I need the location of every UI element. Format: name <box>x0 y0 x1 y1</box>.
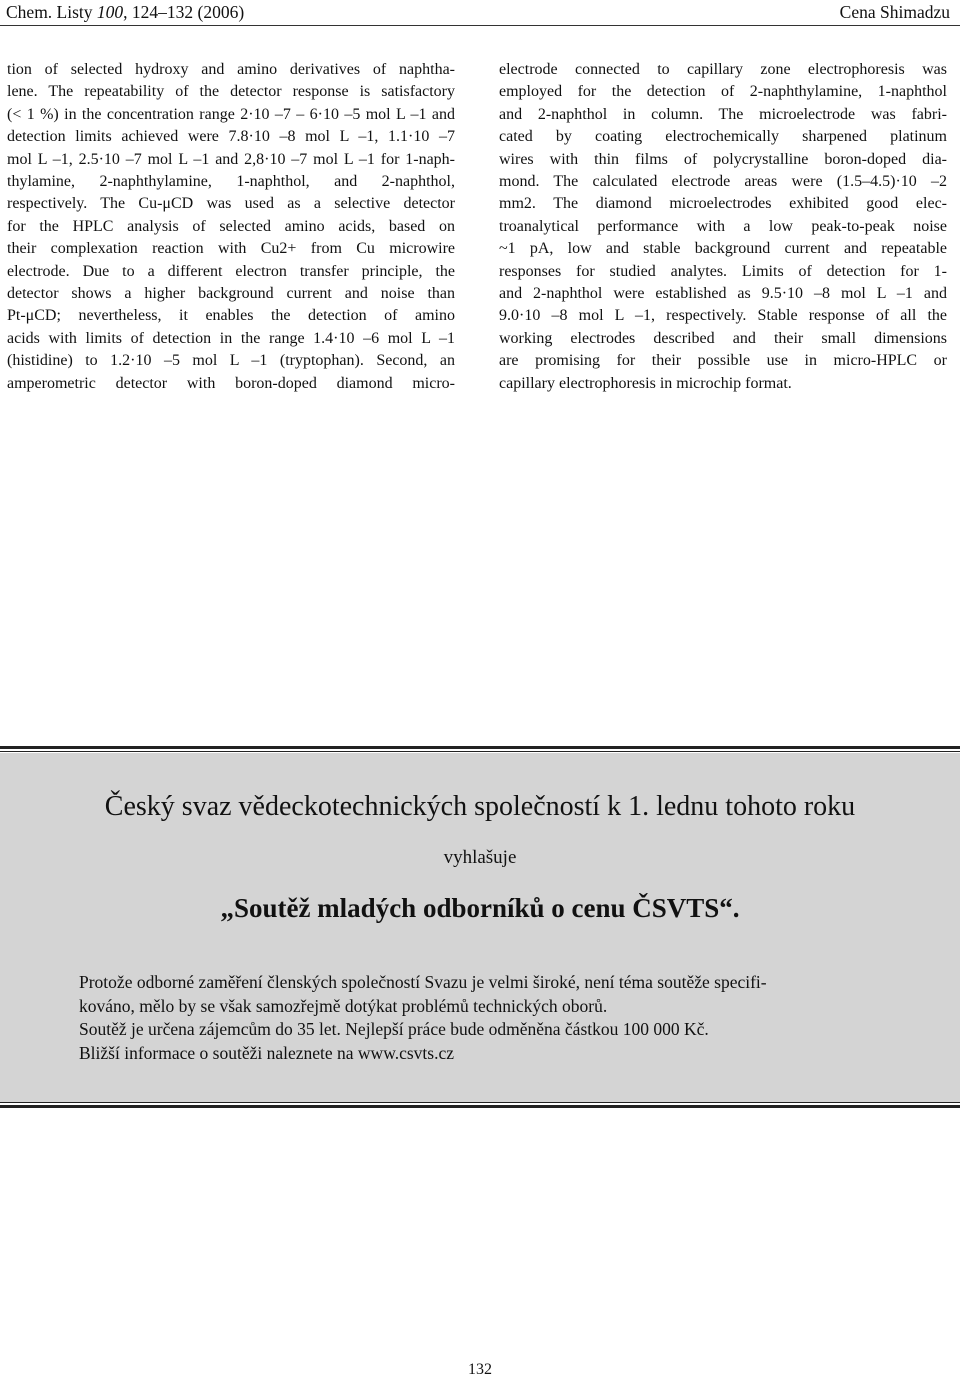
right-column <box>499 59 947 395</box>
notice-line: Protože odborné zaměření členských společností Svazu je velmi široké, není téma soutěže specifi- <box>79 972 767 992</box>
text-line: working electrodes described and their small dimensions <box>499 329 947 347</box>
text-line: their complexation reaction with Cu2+ from Cu microwire <box>7 240 455 258</box>
text-line: 9.0·10 –8 mol L –1, respectively. Stable response of all the <box>499 307 947 325</box>
notice-top-rule-thick <box>0 746 960 749</box>
text-line: capillary electrophoresis in microchip format. <box>499 374 792 392</box>
article-author: Cena Shimadzu <box>839 2 950 22</box>
header-rule <box>0 25 960 26</box>
text-line: mond. The calculated electrode areas were (1.5–4.5)·10 –2 <box>499 173 947 191</box>
notice-title: Český svaz vědeckotechnických společností k 1. lednu tohoto roku <box>104 791 856 822</box>
text-line: detection limits achieved were 7.8·10 –8 mol L –1, 1.1·10 –7 <box>7 128 455 146</box>
text-line: Pt-μCD; nevertheless, it enables the detection of amino <box>7 307 455 325</box>
text-line: ~1 pA, low and stable background current and repeatable <box>499 240 947 258</box>
text-line: wires with thin films of polycrystalline boron-doped dia- <box>499 150 947 168</box>
notice-bottom-rule-thin <box>0 1102 960 1103</box>
notice-line: kováno, mělo by se však samozřejmě dotýkat problémů technických oborů. <box>79 995 608 1016</box>
competition-notice-box <box>0 753 960 1102</box>
page-number: 132 <box>468 1361 492 1378</box>
text-line: lene. The repeatability of the detector response is satisfactory <box>7 83 455 101</box>
text-line: troanalytical performance with a low peak-to-peak noise <box>499 217 947 235</box>
left-column <box>7 59 455 395</box>
text-line: mm2. The diamond microelectrodes exhibited good elec- <box>499 195 947 213</box>
text-line: (histidine) to 1.2·10 –5 mol L –1 (tryptophan). Second, an <box>7 352 455 370</box>
notice-subtitle: vyhlašuje <box>443 847 517 868</box>
text-line: mol L –1, 2.5·10 –7 mol L –1 and 2,8·10 –7 mol L –1 for 1-naph- <box>7 150 455 168</box>
notice-top-rule-thin <box>0 751 960 752</box>
running-header <box>0 0 960 22</box>
text-line: electrode. Due to a different electron transfer principle, the <box>7 262 455 280</box>
text-line: thylamine, 2-naphthylamine, 1-naphthol, and 2-naphthol, <box>7 173 455 191</box>
text-line: and 2-naphthol were established as 9.5·10 –8 mol L –1 and <box>499 285 947 303</box>
left-column-text <box>7 59 455 395</box>
notice-line: Bližší informace o soutěži naleznete na www.csvts.cz <box>79 1042 454 1063</box>
text-line: detector shows a higher background current and noise than <box>7 285 455 303</box>
text-line: are promising for their possible use in micro-HPLC or <box>499 352 947 370</box>
text-line: cated by coating electrochemically sharpened platinum <box>499 128 947 146</box>
text-line: respectively. The Cu-μCD was used as a selective detector <box>7 195 455 213</box>
text-line: and 2-naphthol in column. The microelectrode was fabri- <box>499 105 947 123</box>
text-line: acids with limits of detection in the range 1.4·10 –6 mol L –1 <box>7 329 455 347</box>
notice-bottom-rule-thick <box>0 1105 960 1108</box>
journal-pages: , 124–132 (2006) <box>123 2 245 22</box>
text-line: tion of selected hydroxy and amino derivatives of naphtha- <box>7 61 455 78</box>
text-line: amperometric detector with boron-doped diamond micro- <box>7 374 455 392</box>
notice-body <box>79 971 879 1065</box>
text-line: employed for the detection of 2-naphthylamine, 1-naphthol <box>499 83 947 101</box>
journal-volume: 100 <box>96 2 124 22</box>
journal-prefix: Chem. Listy <box>6 2 97 22</box>
notice-line: Soutěž je určena zájemcům do 35 let. Nejlepší práce bude odměněna částkou 100 000 Kč. <box>79 1019 709 1039</box>
text-line: responses for studied analytes. Limits of detection for 1- <box>499 262 947 280</box>
journal-citation <box>6 1 244 23</box>
competition-name: „Soutěž mladých odborníků o cenu ČSVTS“. <box>220 893 740 923</box>
text-line: electrode connected to capillary zone electrophoresis was <box>499 61 947 78</box>
right-column-text <box>499 59 947 395</box>
text-line: for the HPLC analysis of selected amino acids, based on <box>7 217 455 235</box>
text-line: (< 1 %) in the concentration range 2·10 –7 – 6·10 –5 mol L –1 and <box>7 105 455 123</box>
